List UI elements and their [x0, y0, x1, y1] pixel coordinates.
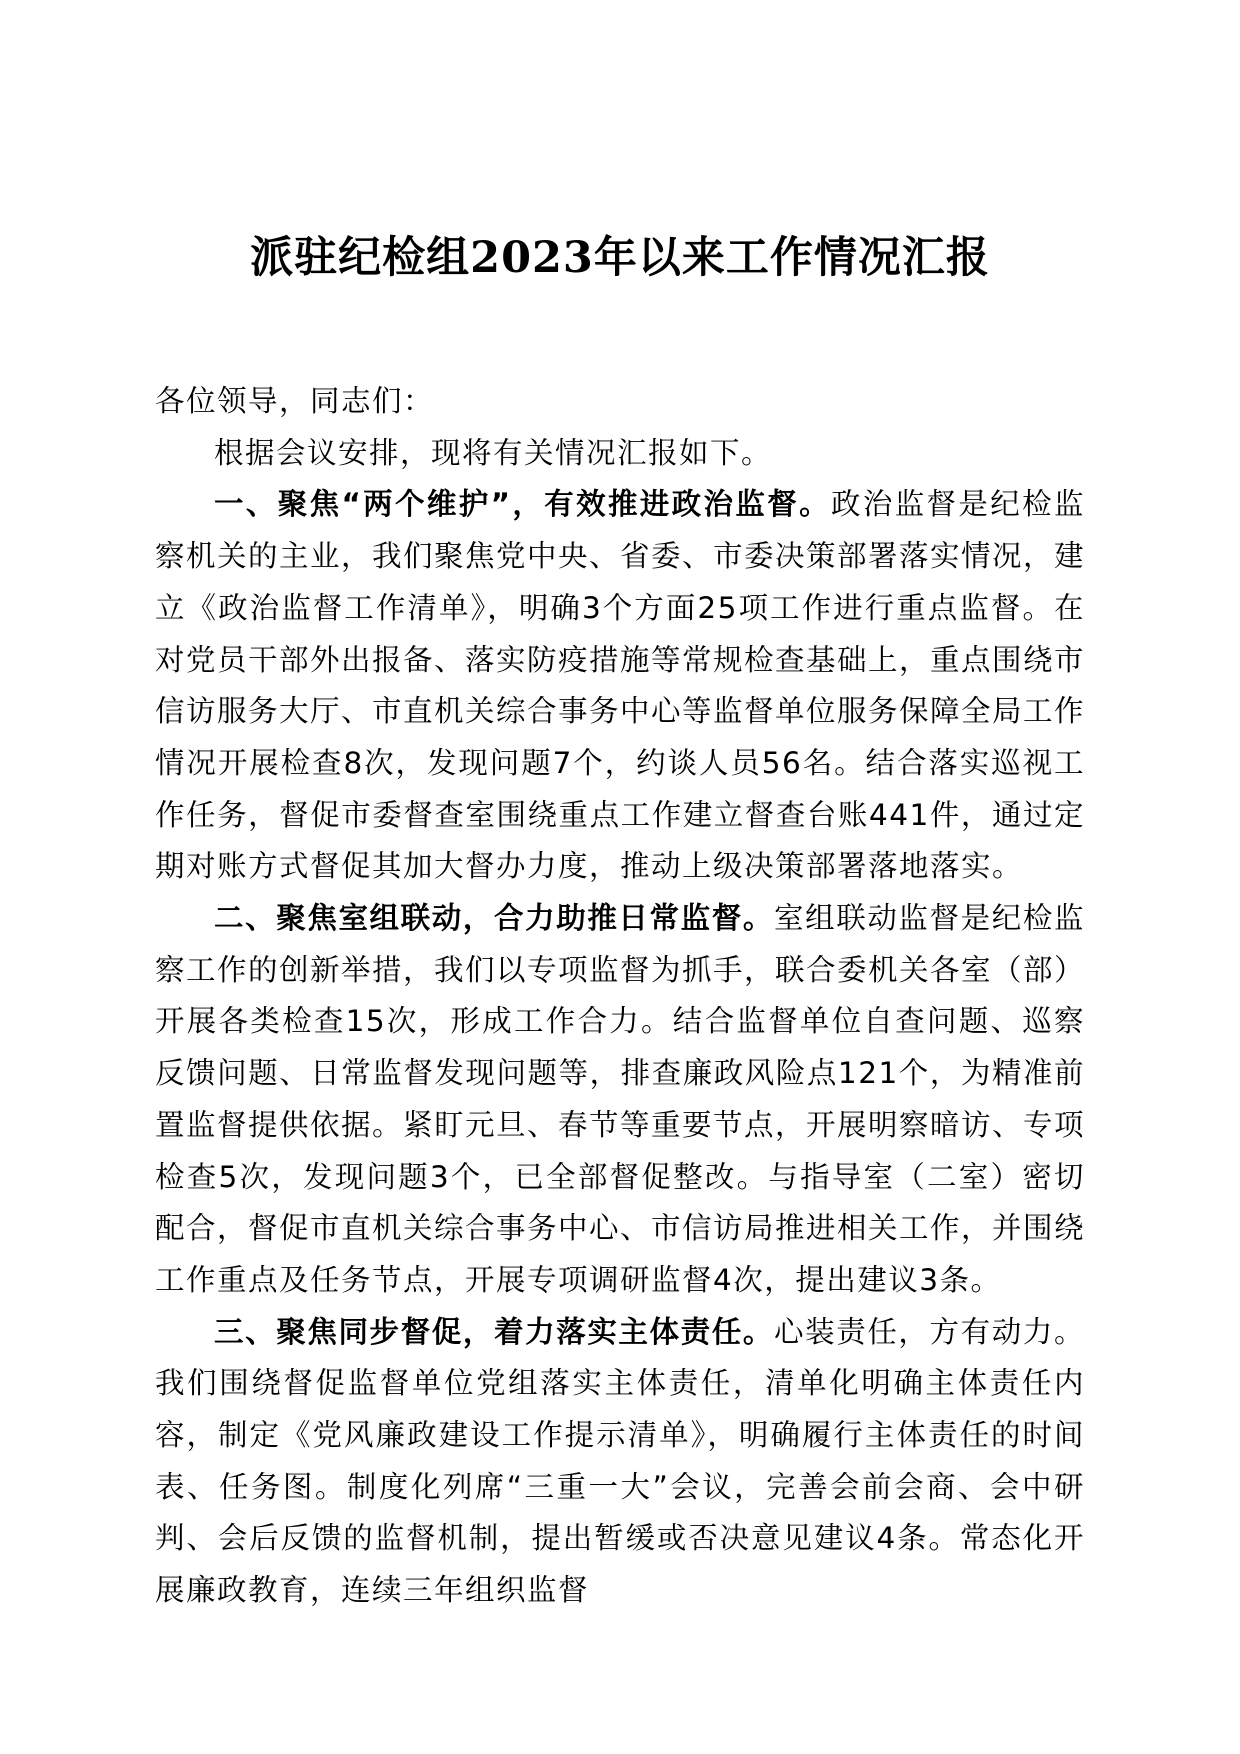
- section-text-2: 室组联动监督是纪检监察工作的创新举措，我们以专项监督为抓手，联合委机关各室（部）开展各类检查15次，形成工作合力。结合监督单位自查问题、巡察反馈问题、日常监督发现问题等，排查廉政风险点121个，为精准前置监督提供依据。紧盯元旦、春节等重要节点，开展明察暗访、专项检查5次，发现问题3个，已全部督促整改。与指导室（二室）密切配合，督促市直机关综合事务中心、市信访局推进相关工作，并围绕工作重点及任务节点，开展专项调研监督4次，提出建议3条。: [155, 901, 1086, 1297]
- section-paragraph-2: [155, 893, 1085, 1307]
- salutation: 各位领导，同志们：: [155, 384, 435, 418]
- document-body: [155, 376, 1085, 1617]
- document-title: 派驻纪检组2023年以来工作情况汇报: [250, 233, 990, 283]
- section-text-3: 心装责任，方有动力。我们围绕督促监督单位党组落实主体责任，清单化明确主体责任内容，制定《党风廉政建设工作提示清单》，明确履行主体责任的时间表、任务图。制度化列席“三重一大”会议，完善会前会商、会中研判、会后反馈的监督机制，提出暂缓或否决意见建议4条。常态化开展廉政教育，连续三年组织监督: [155, 1314, 1085, 1608]
- intro-paragraph: 根据会议安排，现将有关情况汇报如下。: [214, 435, 773, 470]
- section-heading-1: 一、聚焦“两个维护”，有效推进政治监督。: [214, 487, 831, 522]
- section-heading-2: 二、聚焦室组联动，合力助推日常监督。: [214, 901, 774, 936]
- section-text-1: 政治监督是纪检监察机关的主业，我们聚焦党中央、省委、市委决策部署落实情况，建立《政治监督工作清单》，明确3个方面25项工作进行重点监督。在对党员干部外出报备、落实防疫措施等常规检查基础上，重点围绕市信访服务大厅、市直机关综合事务中心等监督单位服务保障全局工作情况开展检查8次，发现问题7个，约谈人员56名。结合落实巡视工作任务，督促市委督查室围绕重点工作建立督查台账441件，通过定期对账方式督促其加大督办力度，推动上级决策部署落地落实。: [155, 487, 1086, 884]
- section-paragraph-3: [155, 1307, 1085, 1617]
- section-heading-3: 三、聚焦同步督促，着力落实主体责任。: [214, 1314, 774, 1349]
- section-paragraph-1: [155, 479, 1085, 893]
